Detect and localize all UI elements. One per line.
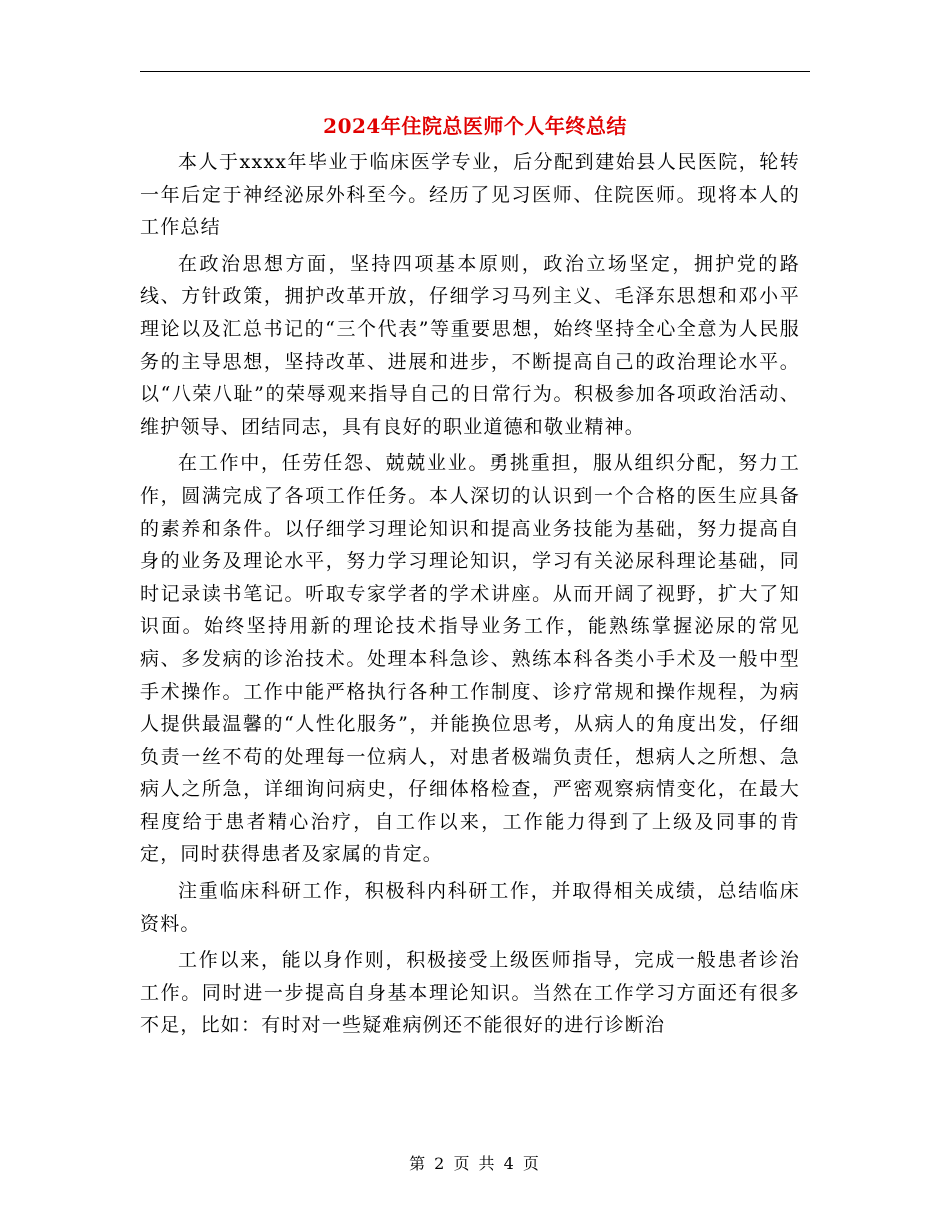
paragraph-3: 在工作中，任劳任怨、兢兢业业。勇挑重担，服从组织分配，努力工作，圆满完成了各项工作任务。本人深切的认识到一个合格的医生应具备的素养和条件。以仔细学习理论知识和提高业务技能为基础，努力提高自身的业务及理论水平，努力学习理论知识，学习有关泌尿科理论基础，同时记录读书笔记。听取专家学者的学术讲座。从而开阔了视野，扩大了知识面。始终坚持用新的理论技术指导业务工作，能熟练掌握泌尿的常见病、多发病的诊治技术。处理本科急诊、熟练本科各类小手术及一般中型手术操作。工作中能严格执行各种工作制度、诊疗常规和操作规程，为病人提供最温馨的“人性化服务”，并能换位思考，从病人的角度出发，仔细负责一丝不苟的处理每一位病人，对患者极端负责任，想病人之所想、急病人之所急，详细询问病史，仔细体格检查，严密观察病情变化，在最大程度给于患者精心治疗，自工作以来，工作能力得到了上级及同事的肯定，同时获得患者及家属的肯定。 bbox=[140, 452, 800, 866]
paragraph-2: 在政治思想方面，坚持四项基本原则，政治立场坚定，拥护党的路线、方针政策，拥护改革开放，仔细学习马列主义、毛泽东思想和邓小平理论以及汇总书记的“三个代表”等重要思想，始终坚持全心全意为人民服务的主导思想，坚持改革、进展和进步，不断提高自己的政治理论水平。以“八荣八耻”的荣辱观来指导自己的日常行为。积极参加各项政治活动、维护领导、团结同志，具有良好的职业道德和敬业精神。 bbox=[140, 252, 800, 438]
document-body bbox=[140, 146, 800, 1046]
document-title: 2024年住院总医师个人年终总结 bbox=[323, 114, 627, 138]
paragraph-5: 工作以来，能以身作则，积极接受上级医师指导，完成一般患者诊治工作。同时进一步提高自身基本理论知识。当然在工作学习方面还有很多不足，比如：有时对一些疑难病例还不能很好的进行诊断治 bbox=[140, 949, 800, 1037]
page-number: 第 2 页 共 4 页 bbox=[409, 1154, 541, 1173]
paragraph-4: 注重临床科研工作，积极科内科研工作，并取得相关成绩，总结临床资料。 bbox=[140, 880, 800, 935]
header-rule bbox=[140, 71, 810, 72]
paragraph-1: 本人于xxxx年毕业于临床医学专业，后分配到建始县人民医院，轮转一年后定于神经泌尿外科至今。经历了见习医师、住院医师。现将本人的工作总结 bbox=[140, 151, 800, 239]
